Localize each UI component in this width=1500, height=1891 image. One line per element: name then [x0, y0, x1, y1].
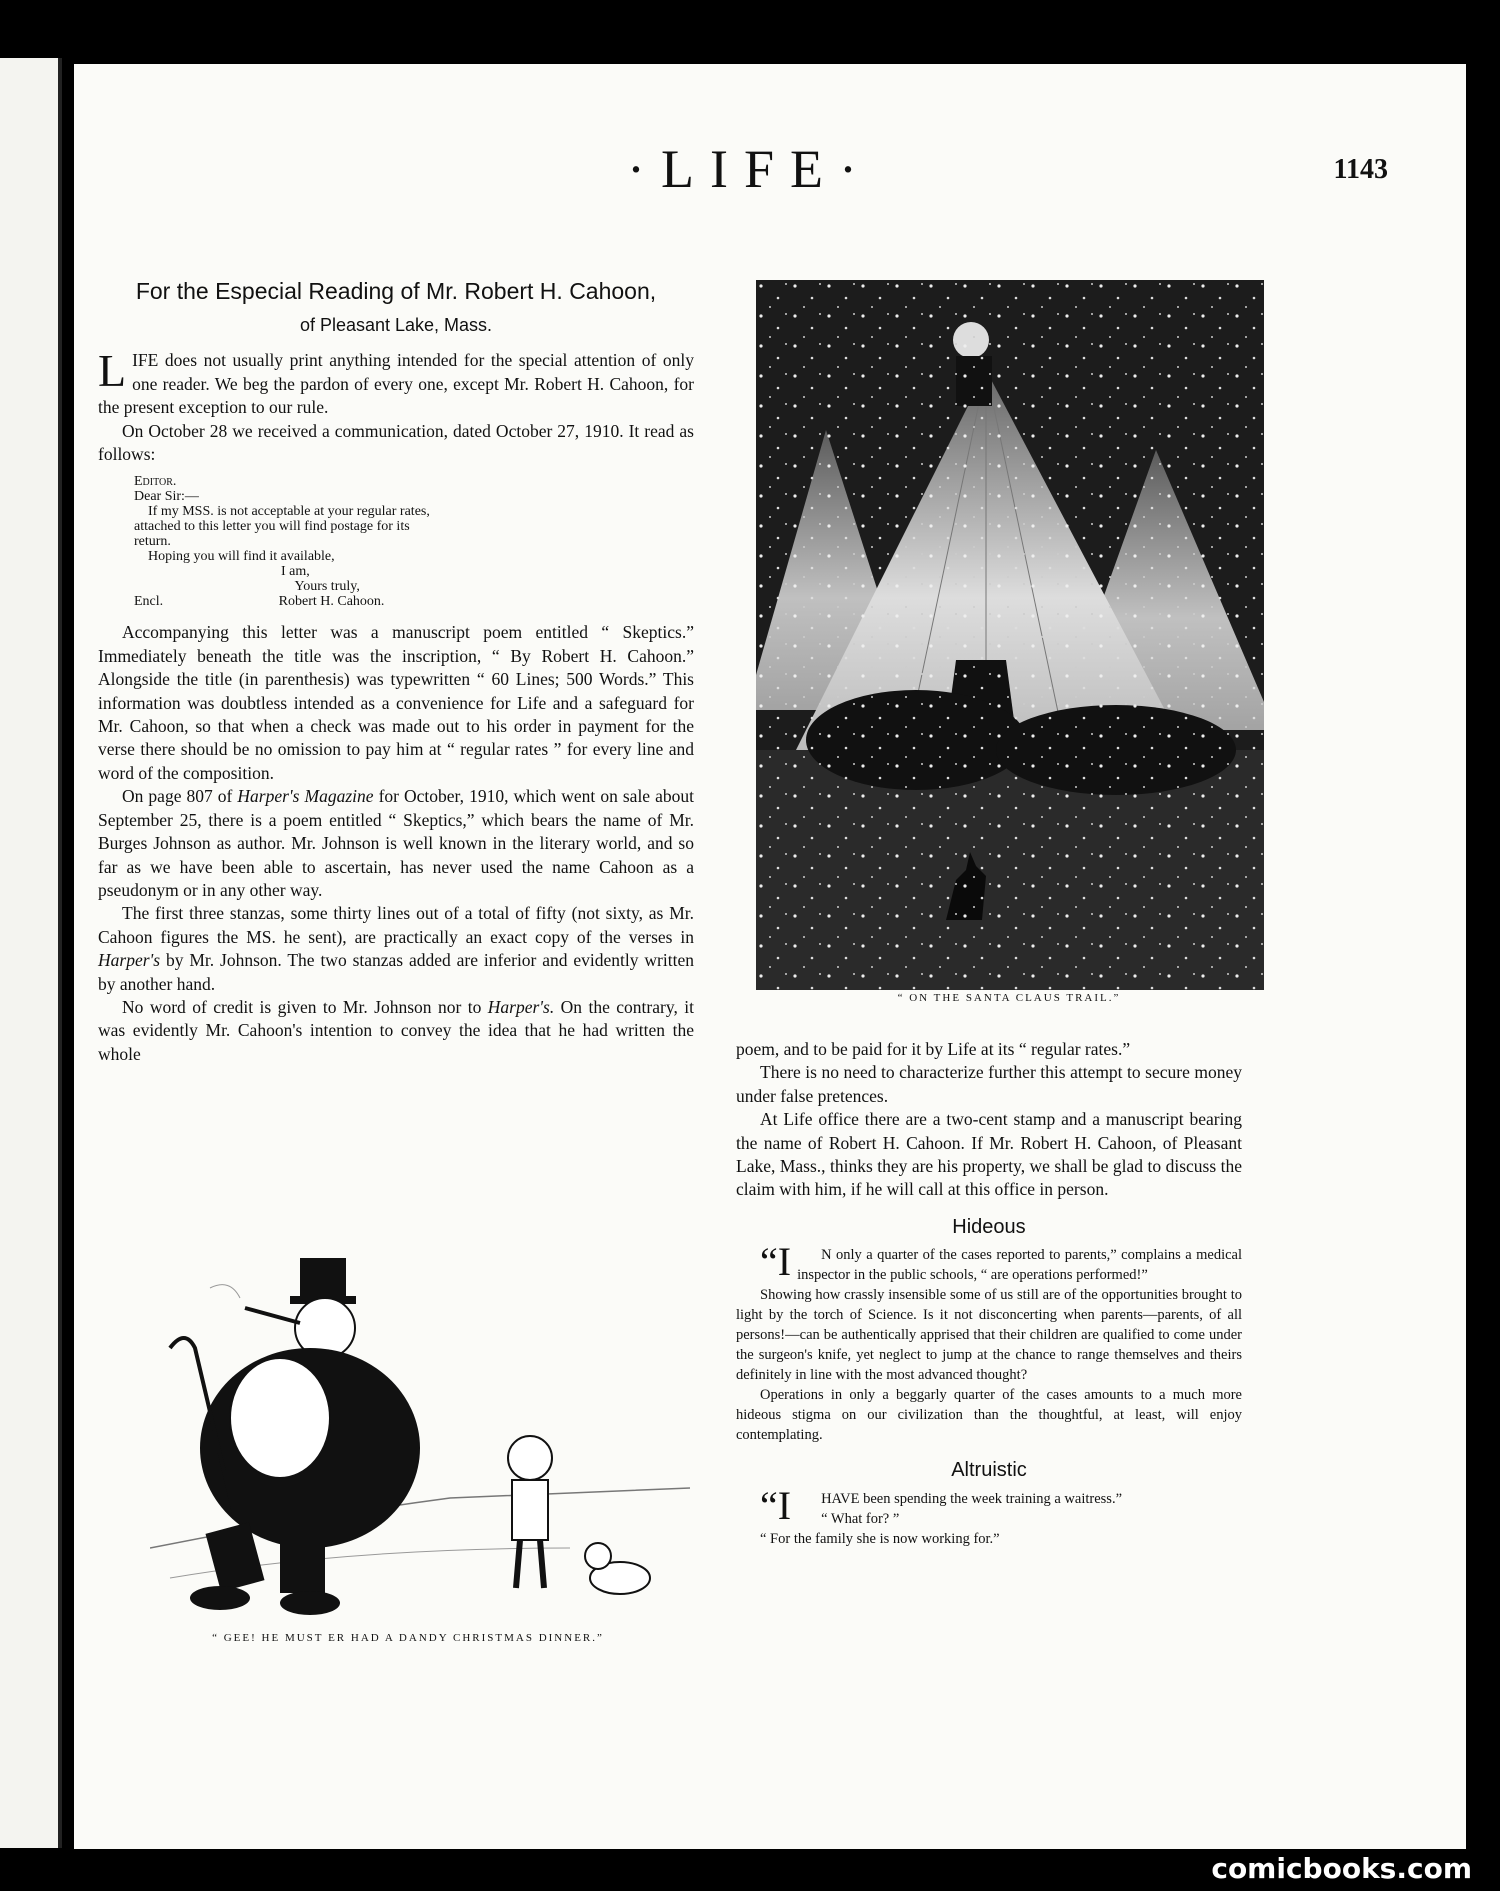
hideous-heading: Hideous: [952, 1215, 1026, 1238]
article-title: For the Especial Reading of Mr. Robert H. Cahoon,: [135, 278, 657, 304]
article-paragraph: No word of credit is given to Mr. Johnson nor to Harper's. On the contrary, it was evidently Mr. Cahoon's intention to convey the idea that he had written the whole: [98, 996, 694, 1064]
altruistic-section: [736, 1482, 1242, 1549]
article-paragraph: poem, and to be paid for it by Life at its “ regular rates.”: [736, 1039, 1131, 1059]
fat-man-and-boy-image: [150, 1248, 710, 1618]
page-number: 1143: [1333, 154, 1388, 185]
masthead: ·LIFE·: [627, 139, 873, 199]
cartoon-caption: “ GEE! HE MUST ER HAD A DANDY CHRISTMAS DINNER.”: [212, 1632, 604, 1644]
altruistic-line: “ What for? ”: [821, 1510, 900, 1527]
hideous-section: [736, 1239, 1242, 1445]
article-paragraph: On page 807 of Harper's Magazine for October, 1910, which went on sale about September 25, there is a poem entitled “ Skeptics,” which bears the name of Mr. Burges Johnson as author. Mr. Johnson is well known in the literary world, and so far as we have been able to ascertain, has never used the name Cahoon as a pseudonym or in any other way.: [98, 786, 694, 900]
article-paragraph: At Life office there are a two-cent stamp and a manuscript bearing the name of Robert H. Cahoon. If Mr. Robert H. Cahoon, of Pleasant Lake, Mass., thinks they are his property, we shall be glad to discuss the claim with him, if he will call at this office in person.: [736, 1109, 1242, 1200]
article-right-column: [736, 1038, 1242, 1549]
hideous-paragraph: “I N only a quarter of the cases reported to parents,” complains a medical inspector in the public schools, “ are operations performed!”: [736, 1245, 1242, 1285]
article-paragraph: There is no need to characterize further this attempt to secure money under false pretences.: [736, 1062, 1242, 1106]
article-paragraph: Accompanying this letter was a manuscript poem entitled “ Skeptics.” Immediately beneath the title was the inscription, “ By Robert H. Cahoon.” Alongside the title (in parenthesis) was typewritten “ 60 Lines; 500 Words.” This information was doubtless intended as a convenience for Life and a safeguard for Mr. Cahoon, so that when a check was made out to his order in payment for the verse there should be no omission to pay him at “ regular rates ” for every line and word of the composition.: [98, 622, 694, 783]
drop-cap: L: [98, 345, 127, 397]
article-paragraph: On October 28 we received a communication, dated October 27, 1910. It read as follows:: [98, 420, 694, 465]
teepee-night-scene-image: [756, 280, 1264, 990]
article-paragraph: The first three stanzas, some thirty lines out of a total of fifty (not sixty, as Mr. Cahoon figures the MS. he sent), are practically an exact copy of the verses in Harper's by Mr. Johnson. The two stanzas added are inferior and evidently written by another hand.: [98, 903, 694, 994]
illustration-caption: “ ON THE SANTA CLAUS TRAIL.”: [897, 992, 1121, 1004]
quote-drop-cap: “I: [760, 1482, 792, 1528]
quote-drop-cap: “I: [760, 1239, 792, 1285]
altruistic-line: “I HAVE been spending the week training a waitress.”: [736, 1489, 1242, 1509]
article-subtitle: of Pleasant Lake, Mass.: [299, 315, 493, 335]
article-paragraph: LIFE does not usually print anything intended for the special attention of only one reader. We beg the pardon of every one, except Mr. Robert H. Cahoon, for the present exception to our rule.: [98, 345, 694, 418]
hideous-paragraph: Operations in only a beggarly quarter of the cases amounts to a much more hideous stigma on our civilization than the thoughtful, at least, will enjoy contemplating.: [736, 1387, 1242, 1444]
altruistic-heading: Altruistic: [951, 1459, 1027, 1482]
altruistic-line: “ For the family she is now working for.”: [760, 1530, 1000, 1547]
christmas-dinner-cartoon: [150, 1248, 710, 1618]
site-watermark: comicbooks.com: [1211, 1852, 1472, 1885]
quoted-letter: Editor. Dear Sir:— If my MSS. is not acceptable at your regular rates, attached to this letter you will find postage for its return. Hoping you will find it available, I am, Yours truly, Encl. Robert H. Cahoon.: [134, 474, 430, 610]
article-left-column: [98, 210, 694, 1066]
santa-claus-trail-illustration: [756, 280, 1264, 990]
previous-page-edge: [0, 58, 62, 1848]
hideous-paragraph: Showing how crassly insensible some of us still are of the opportunities brought to light by the torch of Science. Is it not disconcerting when parents—parents, of all persons!—can be authentically apprised that their children are qualified to come under the surgeon's knife, yet neglect to jump at the chance to range themselves and theirs definitely in line with the most advanced thought?: [736, 1287, 1242, 1384]
